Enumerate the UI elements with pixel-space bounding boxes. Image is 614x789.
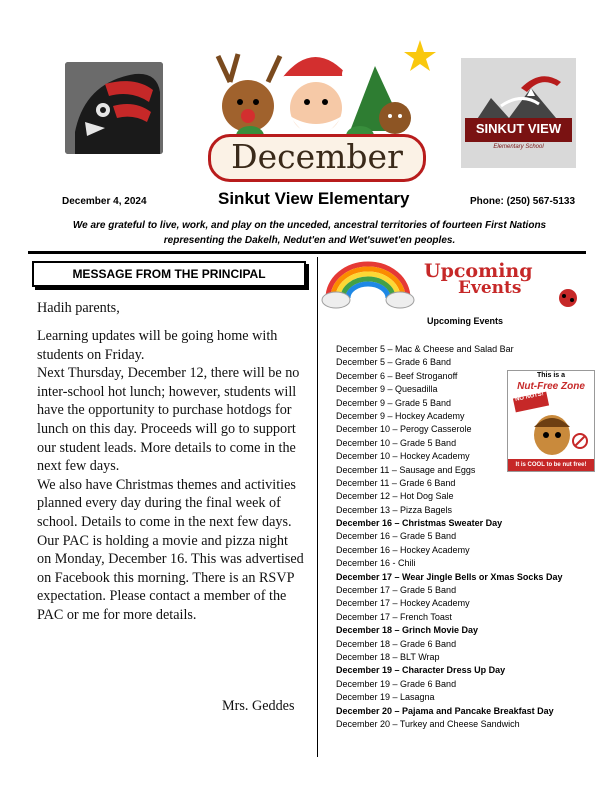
principal-greeting: Hadih parents, [37, 300, 120, 316]
principal-paragraph: Our PAC is holding a movie and pizza night on Monday, December 16. This was advertised on Facebook this morning. There is an RSVP expectation. Please contact a member of the PAC or me for more details. [37, 532, 304, 623]
events-banner-line1: Upcoming [424, 260, 533, 282]
principal-paragraph: Learning updates will be going home with students on Friday. [37, 328, 278, 363]
school-logo-text: SINKUT VIEW [475, 121, 562, 136]
event-item: December 6 – Beef Stroganoff [336, 370, 458, 381]
school-logo [461, 58, 576, 168]
event-item: December 5 – Mac & Cheese and Salad Bar [336, 344, 514, 354]
indigenous-art-logo [65, 62, 163, 154]
nut-free-zone-poster [507, 370, 595, 472]
nut-free-title: Nut-Free Zone [517, 381, 585, 392]
nut-free-strip: It is COOL to be nut free! [508, 459, 594, 471]
event-item: December 11 – Sausage and Eggs [336, 464, 476, 475]
principal-heading: MESSAGE FROM THE PRINCIPAL [32, 261, 306, 287]
newsletter-date: December 4, 2024 [62, 196, 147, 207]
event-item: December 19 – Lasagna [336, 692, 435, 703]
principal-paragraph: Next Thursday, December 12, there will be no inter-school hot lunch; however, students will have the opportunity to purchase hotdogs for lunch on this day. Proceeds will go to support our student leads. More details to come in the next few days. [37, 365, 300, 475]
event-item: December 17 – Wear Jingle Bells or Xmas Socks Day [336, 571, 563, 582]
principal-message [37, 327, 305, 625]
event-item: December 18 – Grinch Movie Day [336, 625, 479, 636]
school-logo-subtext: Elementary School [493, 144, 544, 150]
school-phone: Phone: (250) 567-5133 [470, 196, 576, 207]
event-item: December 12 – Hot Dog Sale [336, 491, 454, 502]
event-item: December 11 – Grade 6 Band [336, 477, 456, 488]
event-item: December 20 – Turkey and Cheese Sandwich [336, 718, 520, 729]
event-item: December 16 – Hockey Academy [336, 544, 470, 555]
principal-signature: Mrs. Geddes [222, 698, 295, 714]
event-item: December 19 – Character Dress Up Day [336, 665, 506, 676]
land-acknowledgement: We are grateful to live, work, and play on the unceded, ancestral territories of fourteen First Nations representing the Dakelh, Nedut'en and Wet'suwet'en peoples. [72, 220, 547, 246]
event-item: December 5 – Grade 6 Band [336, 357, 452, 368]
nut-free-top: This is a [536, 372, 565, 379]
event-item: December 9 – Quesadilla [336, 384, 438, 395]
principal-paragraph: We also have Christmas themes and activities planned every day during the final week of school. Details to come in the next few days. [37, 476, 296, 530]
event-item: December 16 – Christmas Sweater Day [336, 518, 503, 529]
event-item: December 18 – BLT Wrap [336, 651, 440, 662]
event-item: December 17 – Hockey Academy [336, 598, 470, 609]
event-item: December 9 – Hockey Academy [336, 410, 465, 421]
events-heading: Upcoming Events [427, 316, 504, 326]
event-item: December 17 – French Toast [336, 611, 452, 622]
nut-free-sign: NO NUTS! [514, 391, 545, 403]
event-item: December 16 – Grade 5 Band [336, 531, 457, 542]
event-item: December 16 - Chili [336, 558, 416, 569]
event-item: December 10 – Grade 5 Band [336, 437, 457, 448]
banner-title: December [208, 134, 426, 182]
event-item: December 10 – Hockey Academy [336, 451, 470, 462]
event-item: December 17 – Grade 5 Band [336, 585, 457, 596]
event-item: December 13 – Pizza Bagels [336, 504, 453, 515]
upcoming-events-banner [318, 258, 596, 314]
event-item: December 20 – Pajama and Pancake Breakfast Day [336, 705, 554, 716]
events-banner-line2: Events [458, 278, 522, 298]
school-name: Sinkut View Elementary [218, 189, 410, 208]
event-item: December 9 – Grade 5 Band [336, 397, 452, 408]
column-divider [317, 257, 318, 757]
event-item: December 18 – Grade 6 Band [336, 638, 457, 649]
december-banner [190, 36, 440, 186]
event-item: December 10 – Perogy Casserole [336, 424, 472, 435]
header-divider [28, 251, 586, 254]
event-item: December 19 – Grade 6 Band [336, 678, 457, 689]
